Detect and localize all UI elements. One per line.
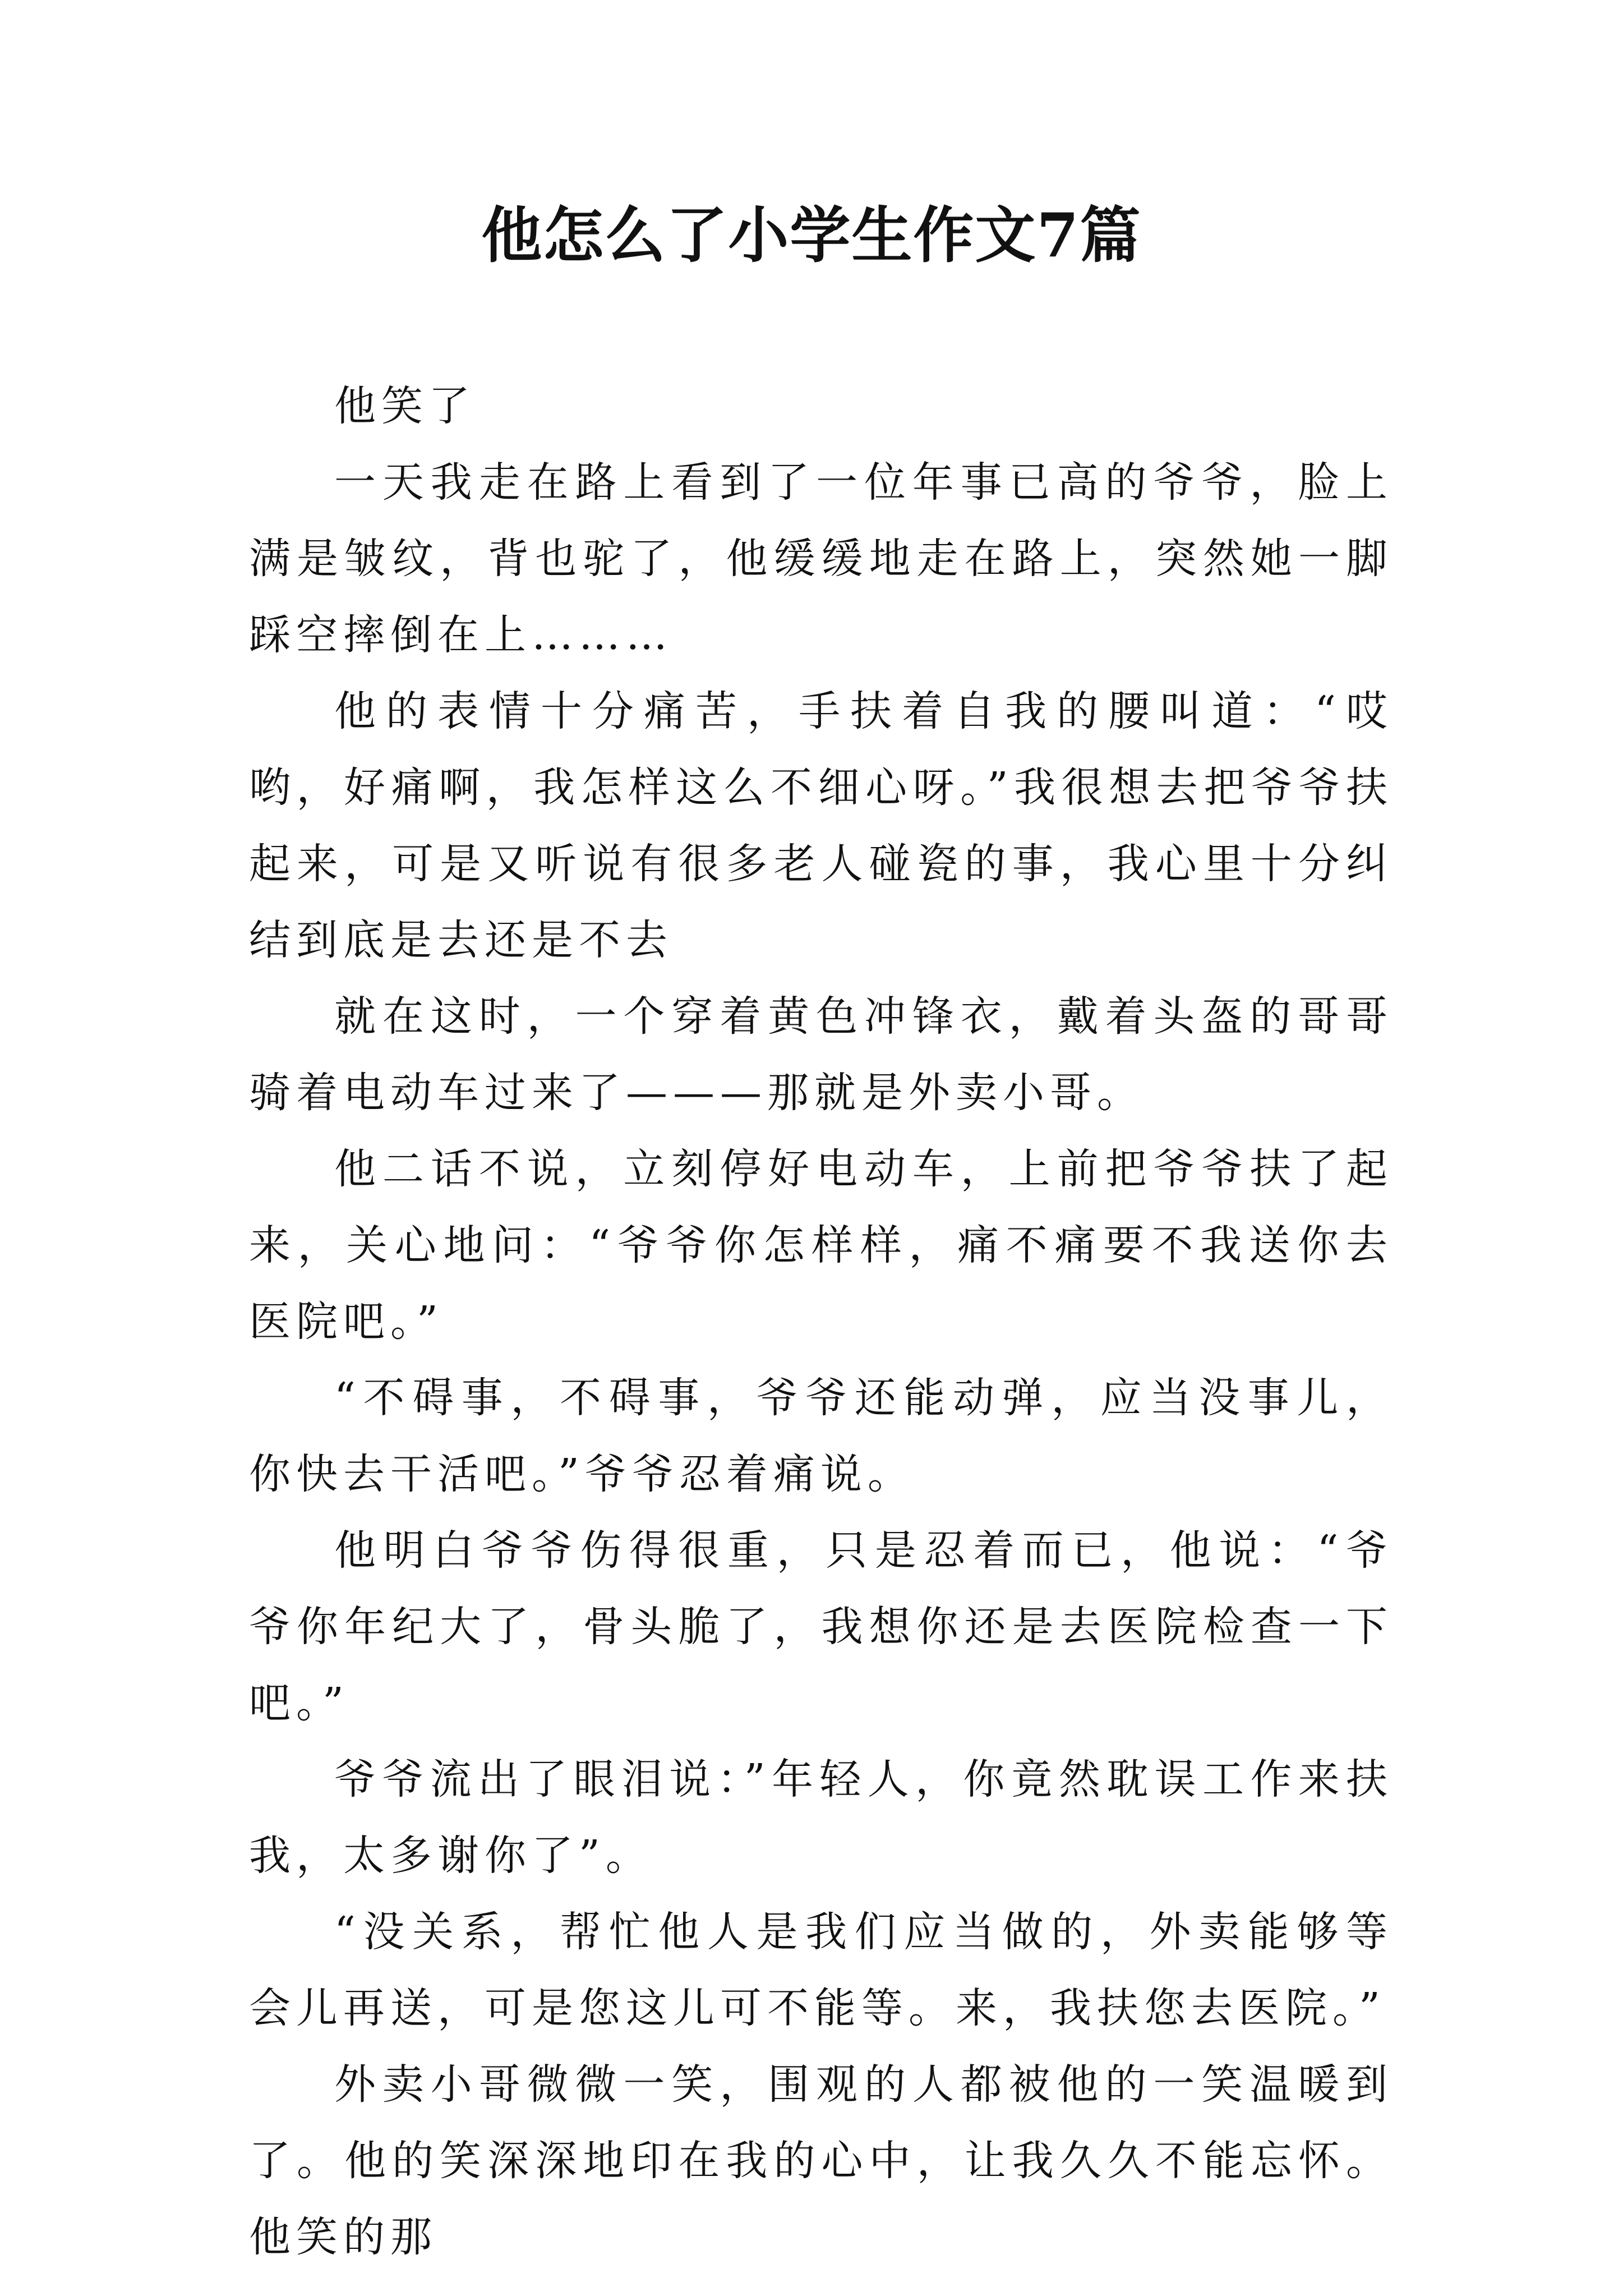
paragraph: 外卖小哥微微一笑，围观的人都被他的一笑温暖到了。他的笑深深地印在我的心中，让我久久不能忘怀。他笑的那 xyxy=(249,2060,1393,2261)
paragraph-subtitle: 他笑了 xyxy=(334,382,476,430)
paragraph: “没关系，帮忙他人是我们应当做的，外卖能够等会儿再送，可是您这儿可不能等。来，我扶您去医院。” xyxy=(249,1908,1393,2032)
paragraph: 一天我走在路上看到了一位年事已高的爷爷，脸上满是皱纹，背也驼了，他缓缓地走在路上，突然她一脚踩空摔倒在上……… xyxy=(249,458,1393,659)
document-title: 他怎么了小学生作文7篇 xyxy=(481,200,1142,271)
paragraph: “不碍事，不碍事，爷爷还能动弹，应当没事儿，你快去干活吧。”爷爷忍着痛说。 xyxy=(249,1374,1393,1498)
document-body xyxy=(249,368,1393,2275)
paragraph: 他明白爷爷伤得很重，只是忍着而已，他说：“爷爷你年纪大了，骨头脆了，我想你还是去医院检查一下吧。” xyxy=(249,1526,1393,1727)
paragraph: 他二话不说，立刻停好电动车，上前把爷爷扶了起来，关心地问：“爷爷你怎样样，痛不痛要不我送你去医院吧。” xyxy=(249,1145,1393,1346)
paragraph: 就在这时，一个穿着黄色冲锋衣，戴着头盔的哥哥骑着电动车过来了———那就是外卖小哥。 xyxy=(249,992,1393,1117)
paragraph: 爷爷流出了眼泪说：”年轻人，你竟然耽误工作来扶我，太多谢你了”。 xyxy=(249,1755,1393,1880)
paragraph: 他的表情十分痛苦，手扶着自我的腰叫道：“哎哟，好痛啊，我怎样这么不细心呀。”我很想去把爷爷扶起来，可是又听说有很多老人碰瓷的事，我心里十分纠结到底是去还是不去 xyxy=(249,687,1393,964)
